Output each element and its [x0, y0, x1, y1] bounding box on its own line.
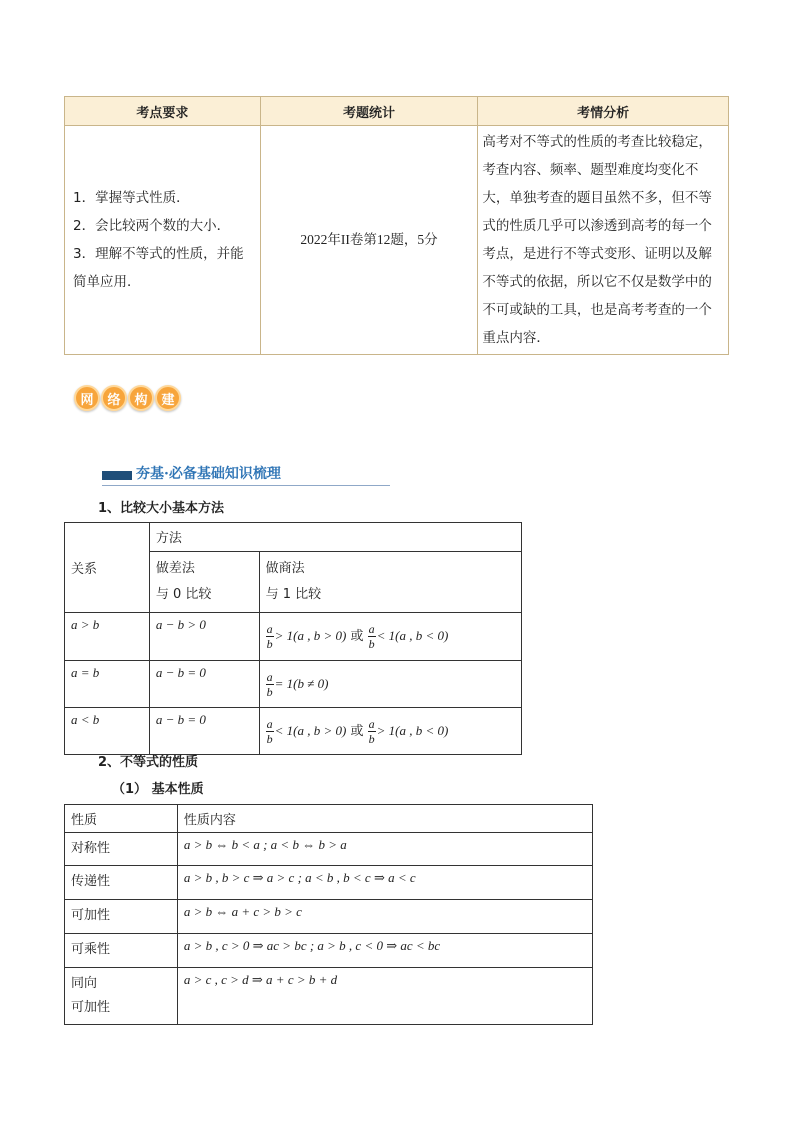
fraction: $\frac{a}{b}$ [368, 622, 375, 651]
prop-name: 传递性 [65, 866, 178, 900]
badge-char: 络 [101, 385, 127, 411]
badge-char: 网 [74, 385, 100, 411]
quot-method-label: 做商法 [265, 561, 305, 576]
quot-compare-label: 与 1 比较 [265, 587, 322, 602]
header-analysis: 考情分析 [478, 97, 729, 126]
table-row [65, 866, 593, 900]
prop-content: a > b , b > c ⇒ a > c ; a < b , b < c ⇒ a < c [177, 866, 592, 900]
heading-basic-properties: （1） 基本性质 [112, 782, 204, 797]
badge-char: 构 [128, 385, 154, 411]
relation-cell: a = b [65, 661, 150, 708]
fraction: $\frac{a}{b}$ [266, 669, 273, 699]
diff-cell: a − b > 0 [149, 613, 259, 661]
requirements-cell [65, 126, 261, 355]
prop-content: a > b , c > 0 ⇒ ac > bc ; a > b , c < 0 ⇒ ac < bc [177, 934, 592, 968]
prop-content: a > b ⇔ a + c > b > c [177, 900, 592, 934]
network-badge [74, 385, 181, 411]
statistics-cell: 2022年II卷第12题，5分 [260, 126, 478, 355]
property-table [64, 804, 593, 1025]
header-statistics: 考题统计 [260, 97, 478, 126]
prop-name: 同向 可加性 [65, 968, 178, 1025]
prop-content: a > b ⇔ b < a ; a < b ⇔ b > a [177, 833, 592, 866]
relation-header: 关系 [65, 523, 150, 613]
section-title: 夯基·必备基础知识梳理 [136, 466, 281, 482]
quot-cell: $\frac{a}{b}$ = 1(b ≠ 0) [259, 661, 521, 708]
diff-compare-label: 与 0 比较 [155, 587, 212, 602]
fraction: $\frac{a}{b}$ [368, 716, 375, 746]
prop-name: 可乘性 [65, 934, 178, 968]
compare-methods-table [64, 522, 522, 755]
requirement-item: 3．理解不等式的性质，并能简单应用． [73, 246, 244, 290]
fraction: $\frac{a}{b}$ [266, 716, 273, 746]
diff-method-label: 做差法 [155, 561, 195, 576]
method-header: 方法 [149, 523, 521, 552]
requirement-item: 1．掌握等式性质． [73, 190, 190, 206]
table-row [65, 934, 593, 968]
quot-cell: $\frac{a}{b}$ < 1(a , b > 0) 或 $\frac{a}{b}$ > 1(a , b < 0) [259, 708, 521, 755]
relation-cell: a > b [65, 613, 150, 661]
section-heading [102, 463, 390, 486]
diff-method-cell [149, 552, 259, 613]
table-row [65, 613, 522, 661]
header-requirements: 考点要求 [65, 97, 261, 126]
table-row [65, 968, 593, 1025]
section-bar [102, 471, 132, 480]
relation-cell: a < b [65, 708, 150, 755]
diff-cell: a − b = 0 [149, 661, 259, 708]
heading-compare: 1、比较大小基本方法 [98, 501, 225, 516]
table-row [65, 833, 593, 866]
diff-cell: a − b = 0 [149, 708, 259, 755]
quot-method-cell [259, 552, 521, 613]
prop-name: 可加性 [65, 900, 178, 934]
table-row [65, 661, 522, 708]
content-header: 性质内容 [177, 805, 592, 833]
exam-overview-table [64, 96, 729, 355]
prop-header: 性质 [65, 805, 178, 833]
table-row [65, 900, 593, 934]
prop-content: a > c , c > d ⇒ a + c > b + d [177, 968, 592, 1025]
requirement-item: 2．会比较两个数的大小． [73, 218, 231, 234]
badge-char: 建 [155, 385, 181, 411]
fraction: $\frac{a}{b}$ [266, 622, 273, 651]
quot-cell: $\frac{a}{b}$ > 1(a , b > 0) 或 $\frac{a}{b}$ < 1(a , b < 0) [259, 613, 521, 661]
table-row [65, 708, 522, 755]
analysis-cell: 高考对不等式的性质的考查比较稳定，考查内容、频率、题型难度均变化不大，单独考查的题目虽然不多，但不等式的性质几乎可以渗透到高考的每一个考点，是进行不等式变形、证明以及解不等式的依据，所以它不仅是数学中的不可或缺的工具，也是高考考查的一个重点内容． [478, 126, 729, 355]
prop-name: 对称性 [65, 833, 178, 866]
heading-properties: 2、不等式的性质 [98, 755, 199, 770]
